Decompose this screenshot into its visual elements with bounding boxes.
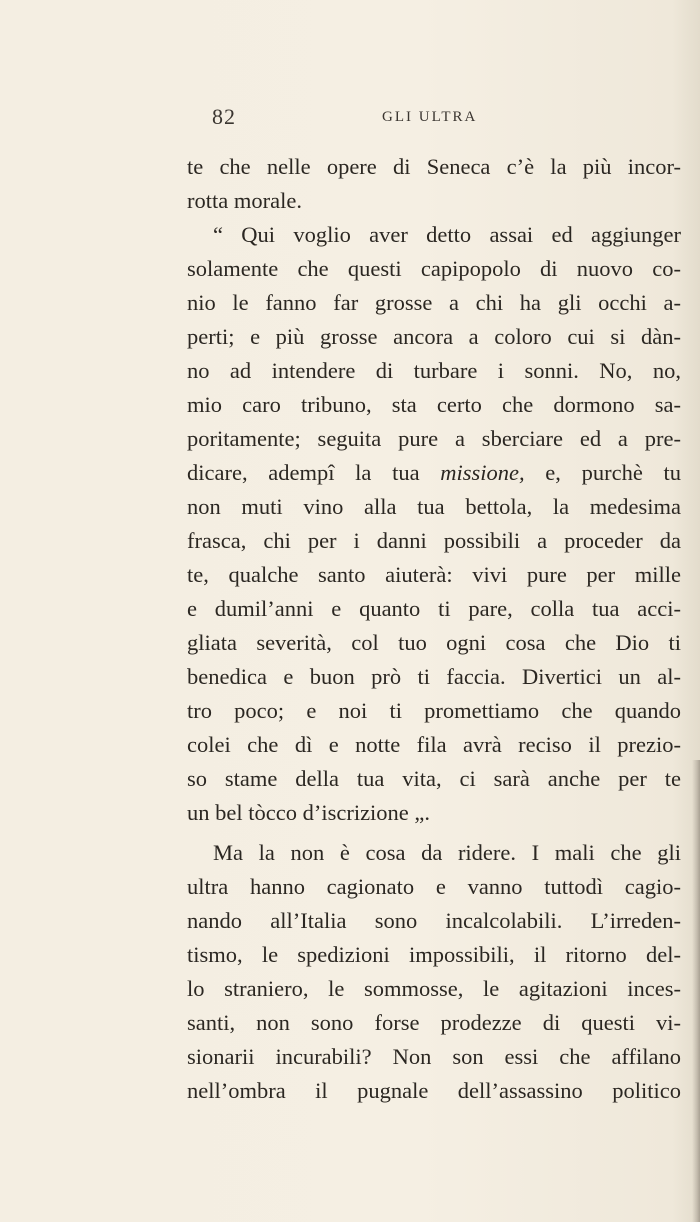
text-line: un bel tòcco d’iscrizione „. bbox=[187, 800, 431, 825]
text-line: non muti vino alla tua bettola, la medesima bbox=[187, 494, 681, 519]
text-line: nio le fanno far grosse a chi ha gli occhi a- bbox=[187, 290, 681, 315]
text-line: so stame della tua vita, ci sarà anche per te bbox=[187, 766, 681, 791]
text-line: mio caro tribuno, sta certo che dormono sa- bbox=[187, 392, 681, 417]
text-line: perti; e più grosse ancora a coloro cui si dàn- bbox=[187, 324, 681, 349]
text-line: frasca, chi per i danni possibili a proceder da bbox=[187, 528, 681, 553]
text-line: sionarii incurabili? Non son essi che affilano bbox=[187, 1044, 681, 1069]
text-line: benedica e buon prò ti faccia. Divertici un al- bbox=[187, 664, 681, 689]
emphasized-word: missione, bbox=[440, 460, 525, 485]
text-line: colei che dì e notte fila avrà reciso il prezio- bbox=[187, 732, 681, 757]
text-line: lo straniero, le sommosse, le agitazioni inces- bbox=[187, 976, 681, 1001]
running-title: GLI ULTRA bbox=[382, 109, 478, 125]
text-line: nell’ombra il pugnale dell’assassino politico bbox=[187, 1078, 681, 1103]
text-line: Ma la non è cosa da ridere. I mali che gli bbox=[213, 840, 681, 865]
text-line: nando all’Italia sono incalcolabili. L’irreden- bbox=[187, 908, 681, 933]
text-line: “ Qui voglio aver detto assai ed aggiunger bbox=[213, 222, 681, 247]
page-number: 82 bbox=[212, 104, 236, 129]
body-text bbox=[187, 150, 681, 1108]
text-line: e dumil’anni e quanto ti pare, colla tua acci- bbox=[187, 596, 681, 621]
text-line: tro poco; e noi ti promettiamo che quando bbox=[187, 698, 681, 723]
page-header bbox=[0, 104, 700, 138]
text-line: gliata severità, col tuo ogni cosa che Dio ti bbox=[187, 630, 681, 655]
text-line: no ad intendere di turbare i sonni. No, no, bbox=[187, 358, 681, 383]
text-line: poritamente; seguita pure a sberciare ed a pre- bbox=[187, 426, 681, 451]
text-line: santi, non sono forse prodezze di questi vi- bbox=[187, 1010, 681, 1035]
text-line: te, qualche santo aiuterà: vivi pure per mille bbox=[187, 562, 681, 587]
text-line: tismo, le spedizioni impossibili, il ritorno del- bbox=[187, 942, 681, 967]
text-line: rotta morale. bbox=[187, 188, 302, 213]
text-line: dicare, adempî la tua missione, e, purchè tu bbox=[187, 460, 681, 485]
text-line: ultra hanno cagionato e vanno tuttodì cagio- bbox=[187, 874, 681, 899]
text-line: solamente che questi capipopolo di nuovo co- bbox=[187, 256, 681, 281]
text-line: te che nelle opere di Seneca c’è la più incor- bbox=[187, 154, 681, 179]
page-edge-shadow bbox=[692, 760, 700, 1222]
